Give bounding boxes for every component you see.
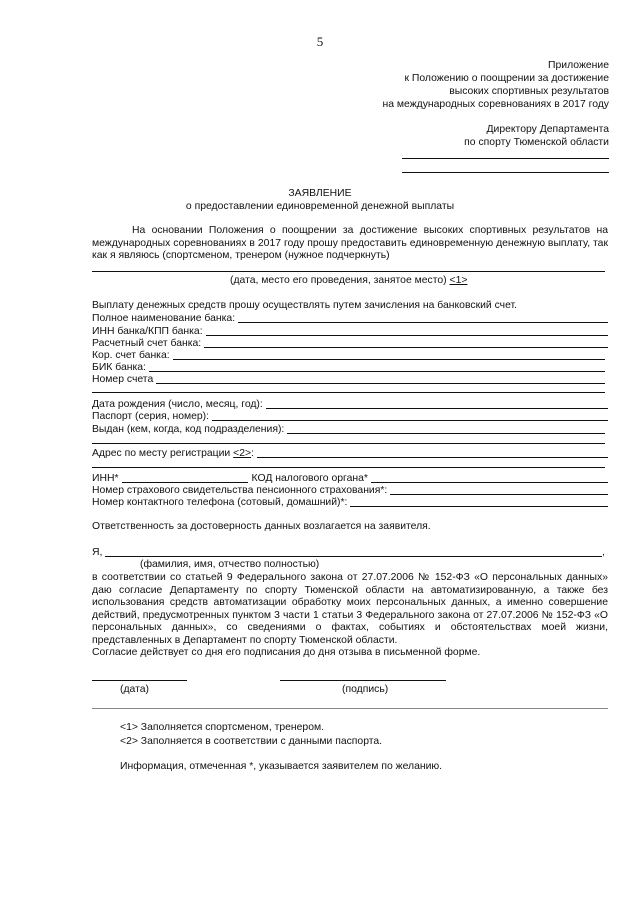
appendix-line-3: высоких спортивных результатов bbox=[449, 86, 609, 97]
footnote-ref-1: <1> bbox=[449, 275, 468, 286]
tax-code-label: КОД налогового органа* bbox=[251, 473, 368, 484]
phone-row bbox=[92, 497, 608, 509]
intro-paragraph bbox=[92, 225, 608, 263]
consent-paragraph: в соответствии со статьей 9 Федерального закона от 27.07.2006 № 152-ФЗ «О персональных данных» даю согласие Департаменту по спорту Тюменской области на автоматизированную, а также без использования средств автоматизации обработку моих персональных данных, а именно совершение действий, предусмотренных пунктом 3 части 1 статьи 3 Федерального закона от 27.07.2006 № 152-ФЗ «О персональных данных», со сведениями о фактах, событиях и обстоятельствах моей жизни, представленных в Департамент по спорту Тюменской области. bbox=[92, 572, 608, 646]
responsibility-text: Ответственность за достоверность данных возлагается на заявителя. bbox=[92, 521, 431, 532]
addressee-line-1: Директору Департамента bbox=[486, 124, 609, 135]
corr-account-field[interactable] bbox=[173, 359, 605, 360]
passport-field[interactable] bbox=[212, 420, 608, 421]
payment-intro: Выплату денежных средств прошу осуществлять путем зачисления на банковский счет. bbox=[92, 300, 518, 311]
pension-row bbox=[92, 485, 608, 497]
addressee-line-2: по спорту Тюменской области bbox=[464, 137, 609, 148]
account-extra-line[interactable] bbox=[92, 392, 605, 393]
document-subtitle: о предоставлении единовременной денежной выплаты bbox=[185, 201, 455, 212]
addressee-blank-2[interactable] bbox=[402, 172, 609, 173]
issued-by-extra-line[interactable] bbox=[92, 443, 605, 444]
birth-field[interactable] bbox=[266, 408, 608, 409]
fio-field[interactable] bbox=[105, 556, 602, 557]
fio-row bbox=[92, 547, 605, 559]
consent-validity: Согласие действует со дня его подписания до дня отзыва в письменной форме. bbox=[92, 647, 481, 658]
bank-name-row bbox=[92, 313, 608, 325]
appendix-line-1: Приложение bbox=[548, 60, 609, 71]
footnote-3: Информация, отмеченная *, указывается заявителем по желанию. bbox=[120, 761, 443, 772]
bik-field[interactable] bbox=[149, 371, 605, 372]
bank-name-label: Полное наименование банка: bbox=[92, 313, 236, 324]
bank-inn-label: ИНН банка/КПП банка: bbox=[92, 326, 203, 337]
passport-label: Паспорт (серия, номер): bbox=[92, 411, 210, 422]
page-number: 5 bbox=[316, 34, 324, 49]
issued-by-label: Выдан (кем, когда, код подразделения): bbox=[92, 424, 285, 435]
address-label: Адрес по месту регистрации <2>: bbox=[92, 448, 254, 459]
account-number-label: Номер счета bbox=[92, 374, 154, 385]
addressee-blank-1[interactable] bbox=[402, 158, 609, 159]
account-number-field[interactable] bbox=[156, 383, 605, 384]
ya-label: Я, bbox=[92, 547, 103, 558]
event-input-line[interactable] bbox=[92, 271, 605, 272]
settlement-account-row bbox=[92, 338, 608, 350]
passport-row bbox=[92, 411, 608, 423]
footnote-ref-2: <2> bbox=[233, 448, 252, 459]
issued-by-field[interactable] bbox=[287, 433, 605, 434]
signature-caption: (подпись) bbox=[342, 684, 389, 695]
footnote-1: <1> Заполняется спортсменом, тренером. bbox=[120, 722, 325, 733]
bank-inn-field[interactable] bbox=[206, 335, 608, 336]
phone-label: Номер контактного телефона (сотовый, домашний)*: bbox=[92, 497, 348, 508]
address-extra-line[interactable] bbox=[92, 467, 605, 468]
account-number-row bbox=[92, 374, 605, 386]
address-row bbox=[92, 448, 608, 460]
issued-by-row bbox=[92, 424, 605, 436]
corr-account-label: Кор. счет банка: bbox=[92, 350, 170, 361]
intro-text: На основании Положения о поощрении за достижение высоких спортивных результатов на международных соревнованиях в 2017 году прошу предоставить единовременную денежную выплату, так как я являюсь (спортсменом, тренером (нужное подчеркнуть) bbox=[92, 225, 608, 262]
tax-code-field[interactable] bbox=[371, 482, 608, 483]
appendix-line-4: на международных соревнованиях в 2017 году bbox=[382, 99, 609, 110]
birth-row bbox=[92, 399, 608, 411]
event-caption: (дата, место его проведения, занятое место) <1> bbox=[230, 275, 468, 286]
corr-account-row bbox=[92, 350, 605, 362]
footnote-2: <2> Заполняется в соответствии с данными паспорта. bbox=[120, 736, 383, 747]
birth-label: Дата рождения (число, месяц, год): bbox=[92, 399, 263, 410]
inn-row bbox=[92, 473, 608, 485]
inn-field[interactable] bbox=[122, 482, 248, 483]
bank-name-field[interactable] bbox=[238, 322, 608, 323]
fio-caption: (фамилия, имя, отчество полностью) bbox=[140, 559, 320, 570]
document-title: ЗАЯВЛЕНИЕ bbox=[288, 188, 352, 199]
date-signature-line[interactable] bbox=[92, 680, 187, 681]
phone-field[interactable] bbox=[350, 506, 608, 507]
address-field[interactable] bbox=[257, 457, 608, 458]
appendix-line-2: к Положению о поощрении за достижение bbox=[404, 73, 609, 84]
date-caption: (дата) bbox=[120, 684, 149, 695]
settlement-account-field[interactable] bbox=[204, 347, 608, 348]
bank-inn-row bbox=[92, 326, 608, 338]
fio-comma: , bbox=[602, 547, 605, 558]
signature-line[interactable] bbox=[280, 680, 446, 681]
pension-field[interactable] bbox=[390, 494, 608, 495]
settlement-account-label: Расчетный счет банка: bbox=[92, 338, 202, 349]
footnote-separator bbox=[92, 708, 608, 709]
bik-label: БИК банка: bbox=[92, 362, 146, 373]
pension-label: Номер страхового свидетельства пенсионного страхования*: bbox=[92, 485, 388, 496]
inn-label: ИНН* bbox=[92, 473, 119, 484]
bik-row bbox=[92, 362, 605, 374]
